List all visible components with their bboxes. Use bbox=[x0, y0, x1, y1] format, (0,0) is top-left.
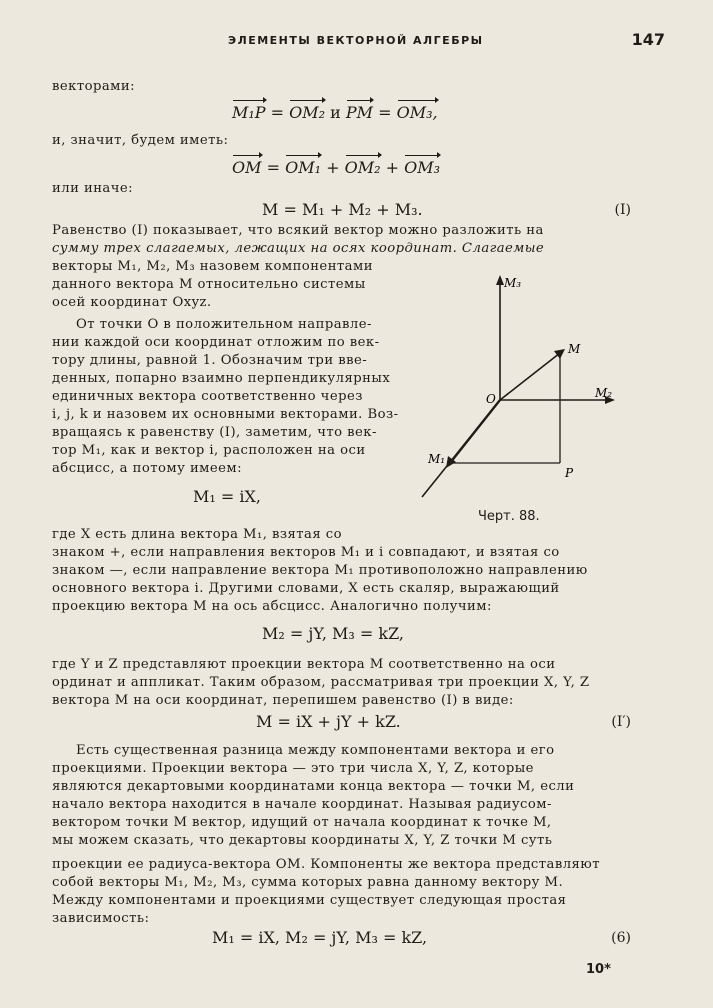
equation-number: (I′) bbox=[611, 714, 631, 730]
text-line: проекцию вектора M на ось абсцисс. Аналогично получим: bbox=[52, 599, 492, 614]
formula-5: M₂ = jY, M₃ = kZ, bbox=[262, 624, 404, 643]
signature-mark: 10* bbox=[586, 962, 611, 977]
coordinate-figure bbox=[410, 265, 630, 525]
text-line: мы можем сказать, что декартовы координаты X, Y, Z точки M суть bbox=[52, 833, 553, 848]
formula-3: M = M₁ + M₂ + M₃. bbox=[262, 200, 423, 219]
formula-4: M₁ = iX, bbox=[193, 487, 261, 506]
text-line: данного вектора M относительно системы bbox=[52, 277, 366, 292]
text-line: или иначе: bbox=[52, 181, 134, 196]
text-line: где Y и Z представляют проекции вектора M соответственно на оси bbox=[52, 657, 556, 672]
text-line: Равенство (I) показывает, что всякий вектор можно разложить на bbox=[52, 223, 544, 238]
text-line: вращаясь к равенству (I), заметим, что век- bbox=[52, 425, 377, 440]
text-line: проекциями. Проекции вектора — это три числа X, Y, Z, которые bbox=[52, 761, 534, 776]
text-line: нии каждой оси координат отложим по век- bbox=[52, 335, 380, 350]
formula-7: M₁ = iX, M₂ = jY, M₃ = kZ, bbox=[212, 928, 428, 947]
text-line: тору длины, равной 1. Обозначим три вве- bbox=[52, 353, 368, 368]
page-header bbox=[0, 28, 713, 52]
equation-number: (6) bbox=[611, 930, 631, 946]
text-line: денных, попарно взаимно перпендикулярных bbox=[52, 371, 391, 386]
formula-6: M = iX + jY + kZ. bbox=[256, 712, 401, 731]
text-line: проекции ее радиуса-вектора OM. Компоненты же вектора представляют bbox=[52, 857, 600, 872]
page-number: 147 bbox=[631, 30, 665, 49]
axis-z-arrow bbox=[496, 275, 504, 285]
equation-number: (I) bbox=[614, 202, 631, 218]
text-line: единичных вектора соответственно через bbox=[52, 389, 363, 404]
text-line: абсцисс, а потому имеем: bbox=[52, 461, 242, 476]
text-line: основного вектора i. Другими словами, X есть скаляр, выражающий bbox=[52, 581, 560, 596]
text-line: знаком +, если направления векторов M₁ и i совпадают, и взятая со bbox=[52, 545, 560, 560]
text-line: От точки O в положительном направле- bbox=[76, 317, 372, 332]
vector-diagram bbox=[410, 265, 630, 525]
text-line: собой векторы M₁, M₂, M₃, сумма которых равна данному вектору M. bbox=[52, 875, 564, 890]
label-m3: M₃ bbox=[504, 276, 522, 290]
figure-caption: Черт. 88. bbox=[478, 509, 540, 524]
label-m: M bbox=[568, 342, 581, 356]
label-p: P bbox=[565, 466, 574, 480]
running-head: ЭЛЕМЕНТЫ ВЕКТОРНОЙ АЛГЕБРЫ bbox=[228, 34, 484, 47]
text-line: i, j, k и назовем их основными векторами. Воз- bbox=[52, 407, 399, 422]
text-line: Между компонентами и проекциями существует следующая простая bbox=[52, 893, 567, 908]
text-line: векторами: bbox=[52, 79, 136, 94]
text-line: ординат и аппликат. Таким образом, рассматривая три проекции X, Y, Z bbox=[52, 675, 590, 690]
label-m1: M₁ bbox=[428, 452, 446, 466]
formula-1: M₁P = OM₂ и PM = OM₃, bbox=[232, 103, 438, 122]
text-line: и, значит, будем иметь: bbox=[52, 133, 229, 148]
text-line: векторы M₁, M₂, M₃ назовем компонентами bbox=[52, 259, 373, 274]
text-line: тор M₁, как и вектор i, расположен на оси bbox=[52, 443, 366, 458]
text-line: Есть существенная разница между компонентами вектора и его bbox=[76, 743, 555, 758]
text-line: начало вектора находится в начале координат. Называя радиусом- bbox=[52, 797, 552, 812]
text-line: являются декартовыми координатами конца вектора — точки M, если bbox=[52, 779, 575, 794]
label-m2: M₂ bbox=[595, 386, 613, 400]
text-line: вектором точки M вектор, идущий от начала координат к точке M, bbox=[52, 815, 552, 830]
text-line: вектора M на оси координат, перепишем равенство (I) в виде: bbox=[52, 693, 514, 708]
text-line: осей координат Oxyz. bbox=[52, 295, 212, 310]
vector-m1 bbox=[450, 400, 500, 463]
text-line: где X есть длина вектора M₁, взятая со bbox=[52, 527, 342, 542]
formula-2: OM = OM₁ + OM₂ + OM₃ bbox=[232, 158, 440, 177]
text-line: зависимость: bbox=[52, 911, 150, 926]
text-line: сумму трех слагаемых, лежащих на осях координат. Слагаемые bbox=[52, 241, 545, 256]
vector-om bbox=[500, 353, 560, 400]
text-line: знаком —, если направление вектора M₁ противоположно направлению bbox=[52, 563, 588, 578]
label-o: O bbox=[486, 392, 496, 406]
